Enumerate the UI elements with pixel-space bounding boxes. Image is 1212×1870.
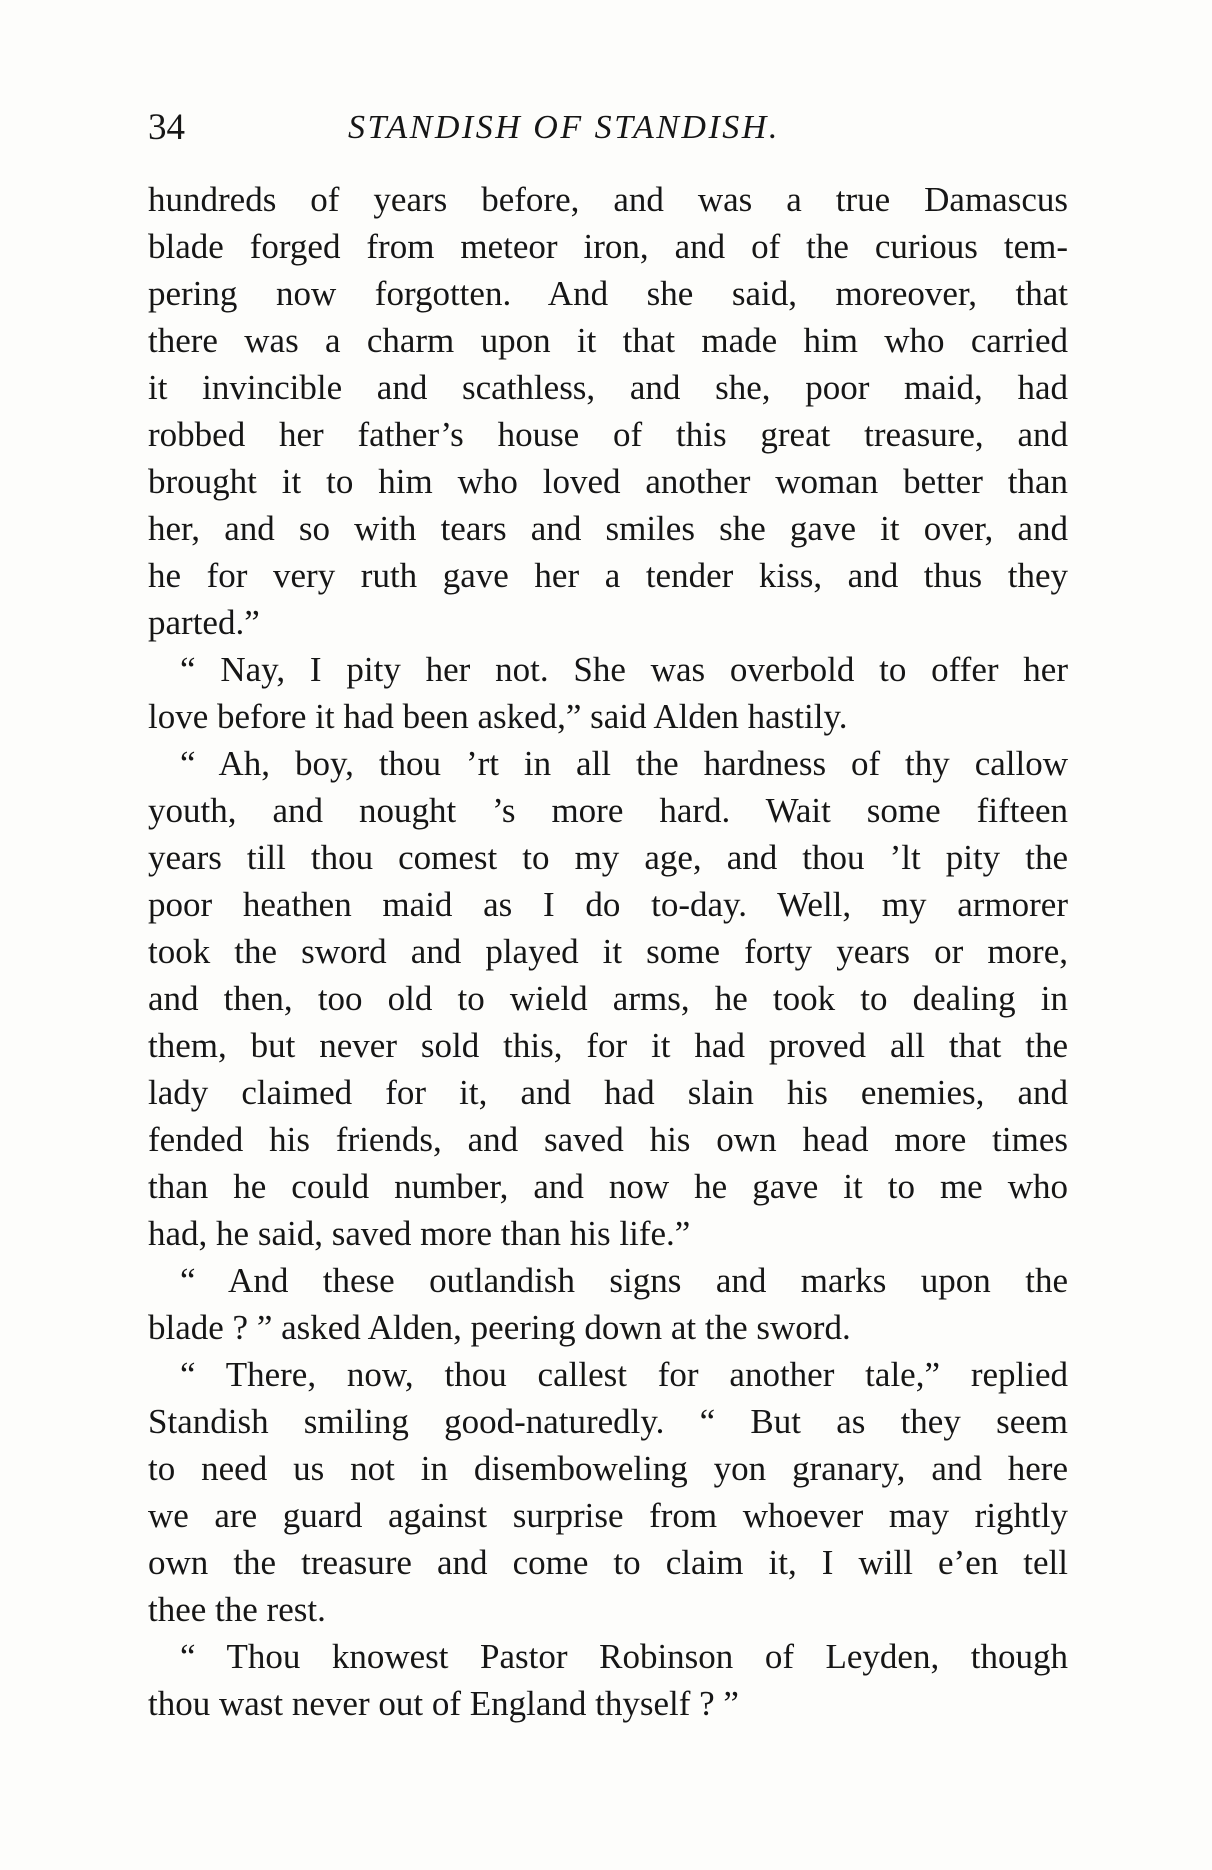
text-line: hundreds of years before, and was a true Damascus bbox=[148, 180, 1068, 219]
text-line: it invincible and scathless, and she, poor maid, had bbox=[148, 368, 1068, 407]
text-line: had, he said, saved more than his life.” bbox=[148, 1214, 691, 1253]
text-line: there was a charm upon it that made him who carried bbox=[148, 321, 1068, 360]
text-line: “ Ah, boy, thou ’rt in all the hardness of thy callow bbox=[180, 744, 1068, 783]
text-line: brought it to him who loved another woman better than bbox=[148, 462, 1068, 501]
text-line: own the treasure and come to claim it, I will e’en tell bbox=[148, 1543, 1068, 1582]
text-line: we are guard against surprise from whoever may rightly bbox=[148, 1496, 1068, 1535]
text-line: “ Thou knowest Pastor Robinson of Leyden, though bbox=[180, 1637, 1068, 1676]
text-line: love before it had been asked,” said Alden hastily. bbox=[148, 697, 848, 736]
text-line: parted.” bbox=[148, 603, 260, 642]
text-line: robbed her father’s house of this great treasure, and bbox=[148, 415, 1068, 454]
text-line: than he could number, and now he gave it to me who bbox=[148, 1167, 1068, 1206]
text-line: and then, too old to wield arms, he took to dealing in bbox=[148, 979, 1068, 1018]
text-line: “ And these outlandish signs and marks upon the bbox=[180, 1261, 1068, 1300]
text-line: poor heathen maid as I do to-day. Well, my armorer bbox=[148, 885, 1068, 924]
text-line: thou wast never out of England thyself ? ” bbox=[148, 1684, 739, 1723]
text-line: thee the rest. bbox=[148, 1590, 326, 1629]
text-line: Standish smiling good-naturedly. “ But as they seem bbox=[148, 1402, 1068, 1441]
text-line: “ There, now, thou callest for another tale,” replied bbox=[180, 1355, 1068, 1394]
page-number: 34 bbox=[148, 107, 185, 148]
text-line: he for very ruth gave her a tender kiss, and thus they bbox=[148, 556, 1068, 595]
text-line: blade ? ” asked Alden, peering down at the sword. bbox=[148, 1308, 851, 1347]
text-line: pering now forgotten. And she said, moreover, that bbox=[148, 274, 1068, 313]
text-line: youth, and nought ’s more hard. Wait some fifteen bbox=[148, 791, 1068, 830]
text-line: them, but never sold this, for it had proved all that the bbox=[148, 1026, 1068, 1065]
running-title: STANDISH OF STANDISH. bbox=[348, 109, 780, 146]
text-line: lady claimed for it, and had slain his enemies, and bbox=[148, 1073, 1068, 1112]
text-line: took the sword and played it some forty years or more, bbox=[148, 932, 1068, 971]
text-line: years till thou comest to my age, and thou ’lt pity the bbox=[148, 838, 1068, 877]
text-line: to need us not in disemboweling yon granary, and here bbox=[148, 1449, 1068, 1488]
body-text bbox=[148, 176, 1068, 1727]
page-header bbox=[148, 98, 1068, 158]
text-line: “ Nay, I pity her not. She was overbold to offer her bbox=[180, 650, 1068, 689]
text-line: her, and so with tears and smiles she gave it over, and bbox=[148, 509, 1068, 548]
text-line: blade forged from meteor iron, and of the curious tem- bbox=[148, 227, 1068, 266]
text-line: fended his friends, and saved his own head more times bbox=[148, 1120, 1068, 1159]
